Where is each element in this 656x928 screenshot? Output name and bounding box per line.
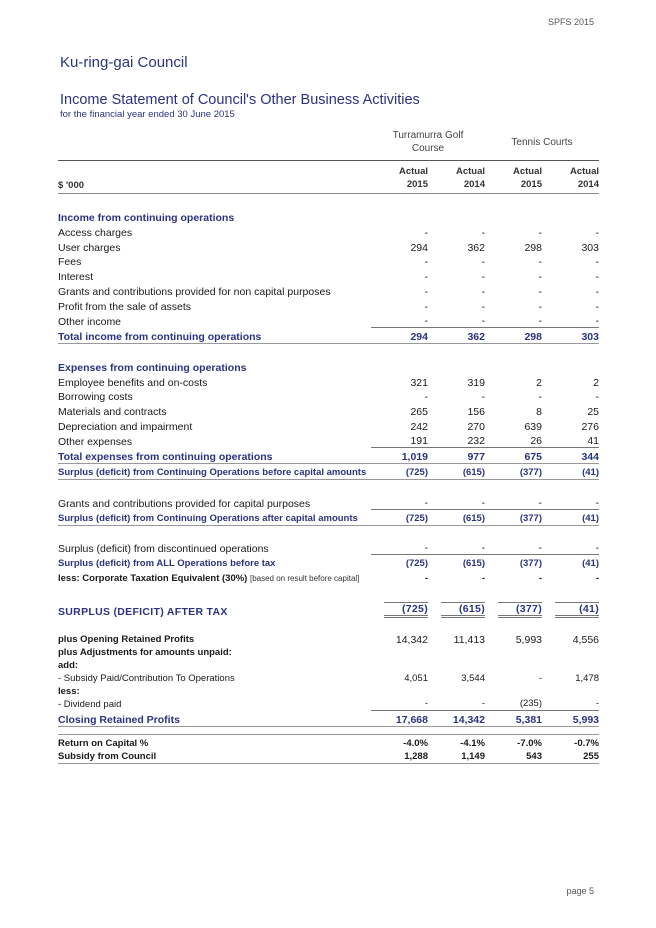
surplus-before-capital-row: Surplus (deficit) from Continuing Operations before capital amounts (725) (615) (377) (41) — [58, 464, 599, 480]
group-header-tennis: Tennis Courts — [511, 136, 573, 148]
table-row: Other income - - - - — [58, 315, 599, 329]
table-row: Interest - - - - — [58, 271, 599, 284]
surplus-after-tax-row: SURPLUS (DEFICIT) AFTER TAX (725) (615) (377) (41) — [58, 603, 599, 619]
surplus-after-capital-row: Surplus (deficit) from Continuing Operations after capital amounts (725) (615) (377) (41) — [58, 510, 599, 526]
page-title: Income Statement of Council's Other Business Activities — [60, 92, 420, 108]
table-row: Other expenses 191 232 26 41 — [58, 435, 599, 449]
document-reference: SPFS 2015 — [547, 17, 594, 27]
subsidy-from-council-row: Subsidy from Council 1,288 1,149 543 255 — [58, 750, 599, 762]
group-header-golf: Turramurra Golf Course — [392, 130, 464, 154]
table-row: Depreciation and impairment 242 270 639 276 — [58, 421, 599, 434]
less-label-row: less: — [58, 685, 80, 697]
column-header: Actual 2014 — [569, 166, 599, 190]
table-row: Profit from the sale of assets - - - - — [58, 301, 599, 314]
total-income-row: Total income from continuing operations 294 362 298 303 — [58, 328, 599, 344]
opening-retained-row: plus Opening Retained Profits 14,342 11,413 5,993 4,556 — [58, 633, 599, 646]
table-row: Materials and contracts 265 156 8 25 — [58, 406, 599, 419]
corporate-tax-note: [based on result before capital] — [249, 574, 360, 584]
column-header: Actual 2014 — [455, 166, 485, 190]
column-header-row — [58, 161, 599, 194]
add-label-row: add: — [58, 659, 79, 671]
section-heading-income: Income from continuing operations — [58, 211, 235, 224]
column-header: Actual 2015 — [398, 166, 428, 190]
table-row: Grants and contributions provided for non capital purposes - - - - — [58, 286, 599, 299]
page-number: page 5 — [566, 886, 594, 896]
group-header-row — [58, 124, 599, 160]
column-header: Actual 2015 — [512, 166, 542, 190]
table-row: Borrowing costs - - - - — [58, 391, 599, 404]
surplus-all-before-tax-row: Surplus (deficit) from ALL Operations before tax (725) (615) (377) (41) — [58, 558, 599, 570]
discontinued-row: Surplus (deficit) from discontinued operations - - - - — [58, 542, 599, 556]
table-row: Employee benefits and on-costs 321 319 2 2 — [58, 376, 599, 389]
income-statement-table — [58, 124, 599, 764]
table-row: User charges 294 362 298 303 — [58, 241, 599, 254]
page-subtitle: for the financial year ended 30 June 2015 — [60, 109, 235, 120]
table-row: Fees - - - - — [58, 256, 599, 269]
table-row: Access charges - - - - — [58, 226, 599, 239]
unit-label: $ '000 — [58, 180, 85, 191]
adjustments-label-row: plus Adjustments for amounts unpaid: — [58, 646, 232, 658]
dividend-paid-row: - Dividend paid - - (235) - — [58, 697, 599, 710]
return-on-capital-row: Return on Capital % -4.0% -4.1% -7.0% -0.7% — [58, 734, 599, 750]
subsidy-paid-row: - Subsidy Paid/Contribution To Operations 4,051 3,544 - 1,478 — [58, 672, 599, 684]
corporate-tax-row: less: Corporate Taxation Equivalent (30%) [based on result before capital] - - - - — [58, 573, 599, 585]
capital-grants-row: Grants and contributions provided for capital purposes - - - - — [58, 496, 599, 510]
total-expenses-row: Total expenses from continuing operations 1,019 977 675 344 — [58, 448, 599, 464]
section-heading-expenses: Expenses from continuing operations — [58, 361, 247, 374]
council-name: Ku-ring-gai Council — [60, 54, 188, 71]
closing-retained-row: Closing Retained Profits 17,668 14,342 5,381 5,993 — [58, 711, 599, 727]
